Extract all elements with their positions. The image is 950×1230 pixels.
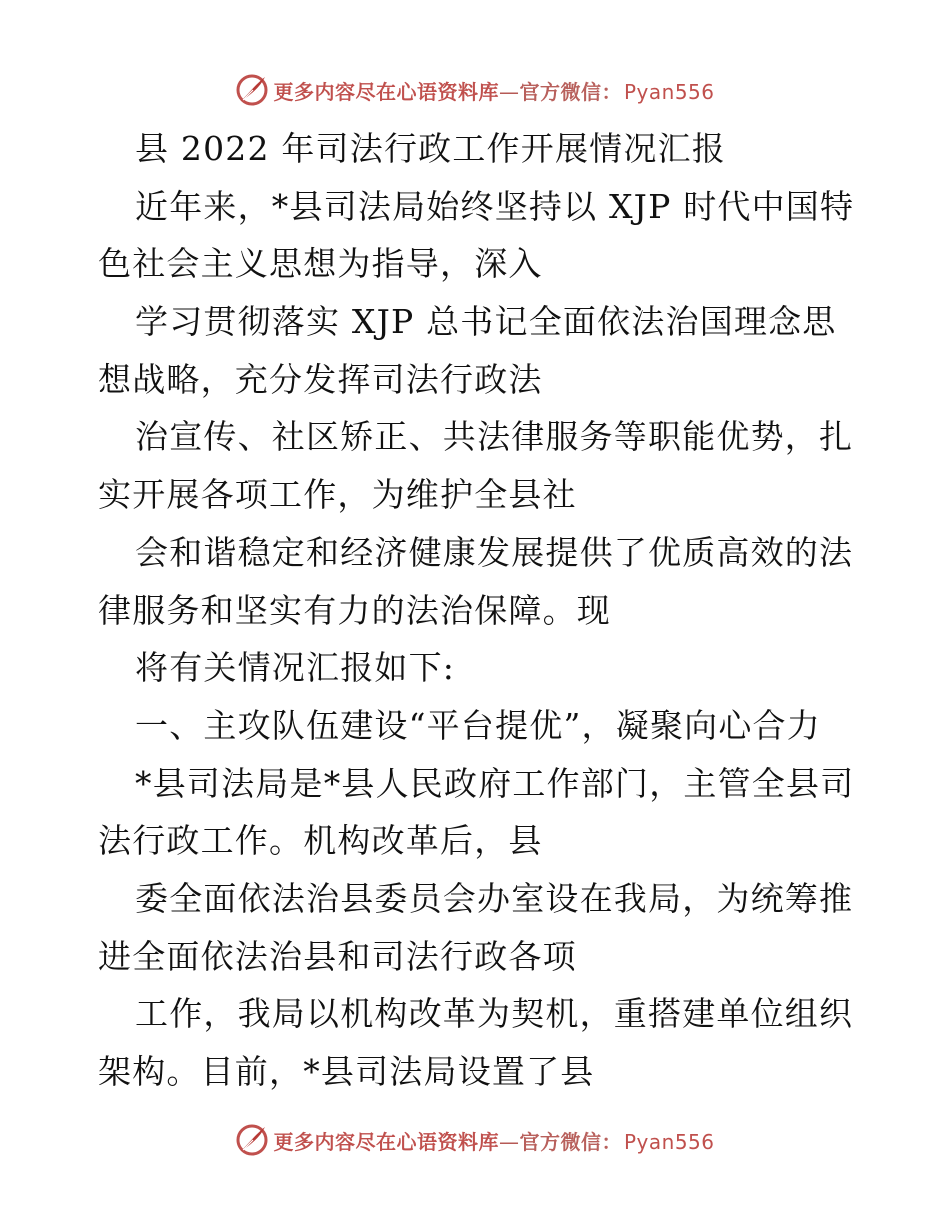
- text-line: 工作，我局以机构改革为契机，重搭建单位组织: [135, 994, 854, 1034]
- text-line: 将有关情况汇报如下:: [135, 648, 456, 688]
- watermark-wechat-label: 官方微信：: [519, 1129, 622, 1154]
- text-line: 学习贯彻落实 XJP 总书记全面依法治国理念思: [135, 302, 837, 342]
- watermark-wechat-id: Pyan556: [623, 1129, 715, 1154]
- text-line: 会和谐稳定和经济健康发展提供了优质高效的法: [135, 532, 854, 572]
- section-heading: 一、主攻队伍建设“平台提优”，凝聚向心合力: [135, 705, 821, 745]
- watermark-wechat-label: 官方微信：: [519, 79, 622, 104]
- header-watermark: [0, 70, 950, 110]
- footer-watermark: [0, 1120, 950, 1160]
- text-line: 律服务和坚实有力的法治保障。现: [98, 590, 611, 630]
- watermark-wechat-id: Pyan556: [623, 79, 715, 104]
- text-line: 近年来，*县司法局始终坚持以 XJP 时代中国特: [135, 186, 855, 226]
- text-line: 实开展各项工作，为维护全县社: [98, 475, 577, 515]
- text-line: *县司法局是*县人民政府工作部门，主管全县司: [135, 763, 855, 803]
- text-line: 进全面依法治县和司法行政各项: [98, 936, 577, 976]
- watermark-dash: —: [498, 79, 520, 104]
- text-line: 法行政工作。机构改革后，县: [98, 821, 543, 861]
- feather-pen-circle-icon: [235, 1123, 269, 1157]
- text-line: 委全面依法治县委员会办室设在我局，为统筹推: [135, 878, 854, 918]
- text-line: 想战略，充分发挥司法行政法: [98, 359, 543, 399]
- document-body: [98, 120, 858, 1101]
- feather-pen-circle-icon: [235, 73, 269, 107]
- text-line: 治宣传、社区矫正、共法律服务等职能优势，扎: [135, 417, 854, 457]
- watermark-dash: —: [498, 1129, 520, 1154]
- watermark-site-text: 更多内容尽在心语资料库: [273, 1129, 499, 1154]
- document-title: 县 2022 年司法行政工作开展情况汇报: [135, 129, 726, 168]
- text-line: 架构。目前，*县司法局设置了县: [98, 1052, 595, 1091]
- watermark-site-text: 更多内容尽在心语资料库: [273, 79, 499, 104]
- text-line: 色社会主义思想为指导，深入: [98, 244, 543, 284]
